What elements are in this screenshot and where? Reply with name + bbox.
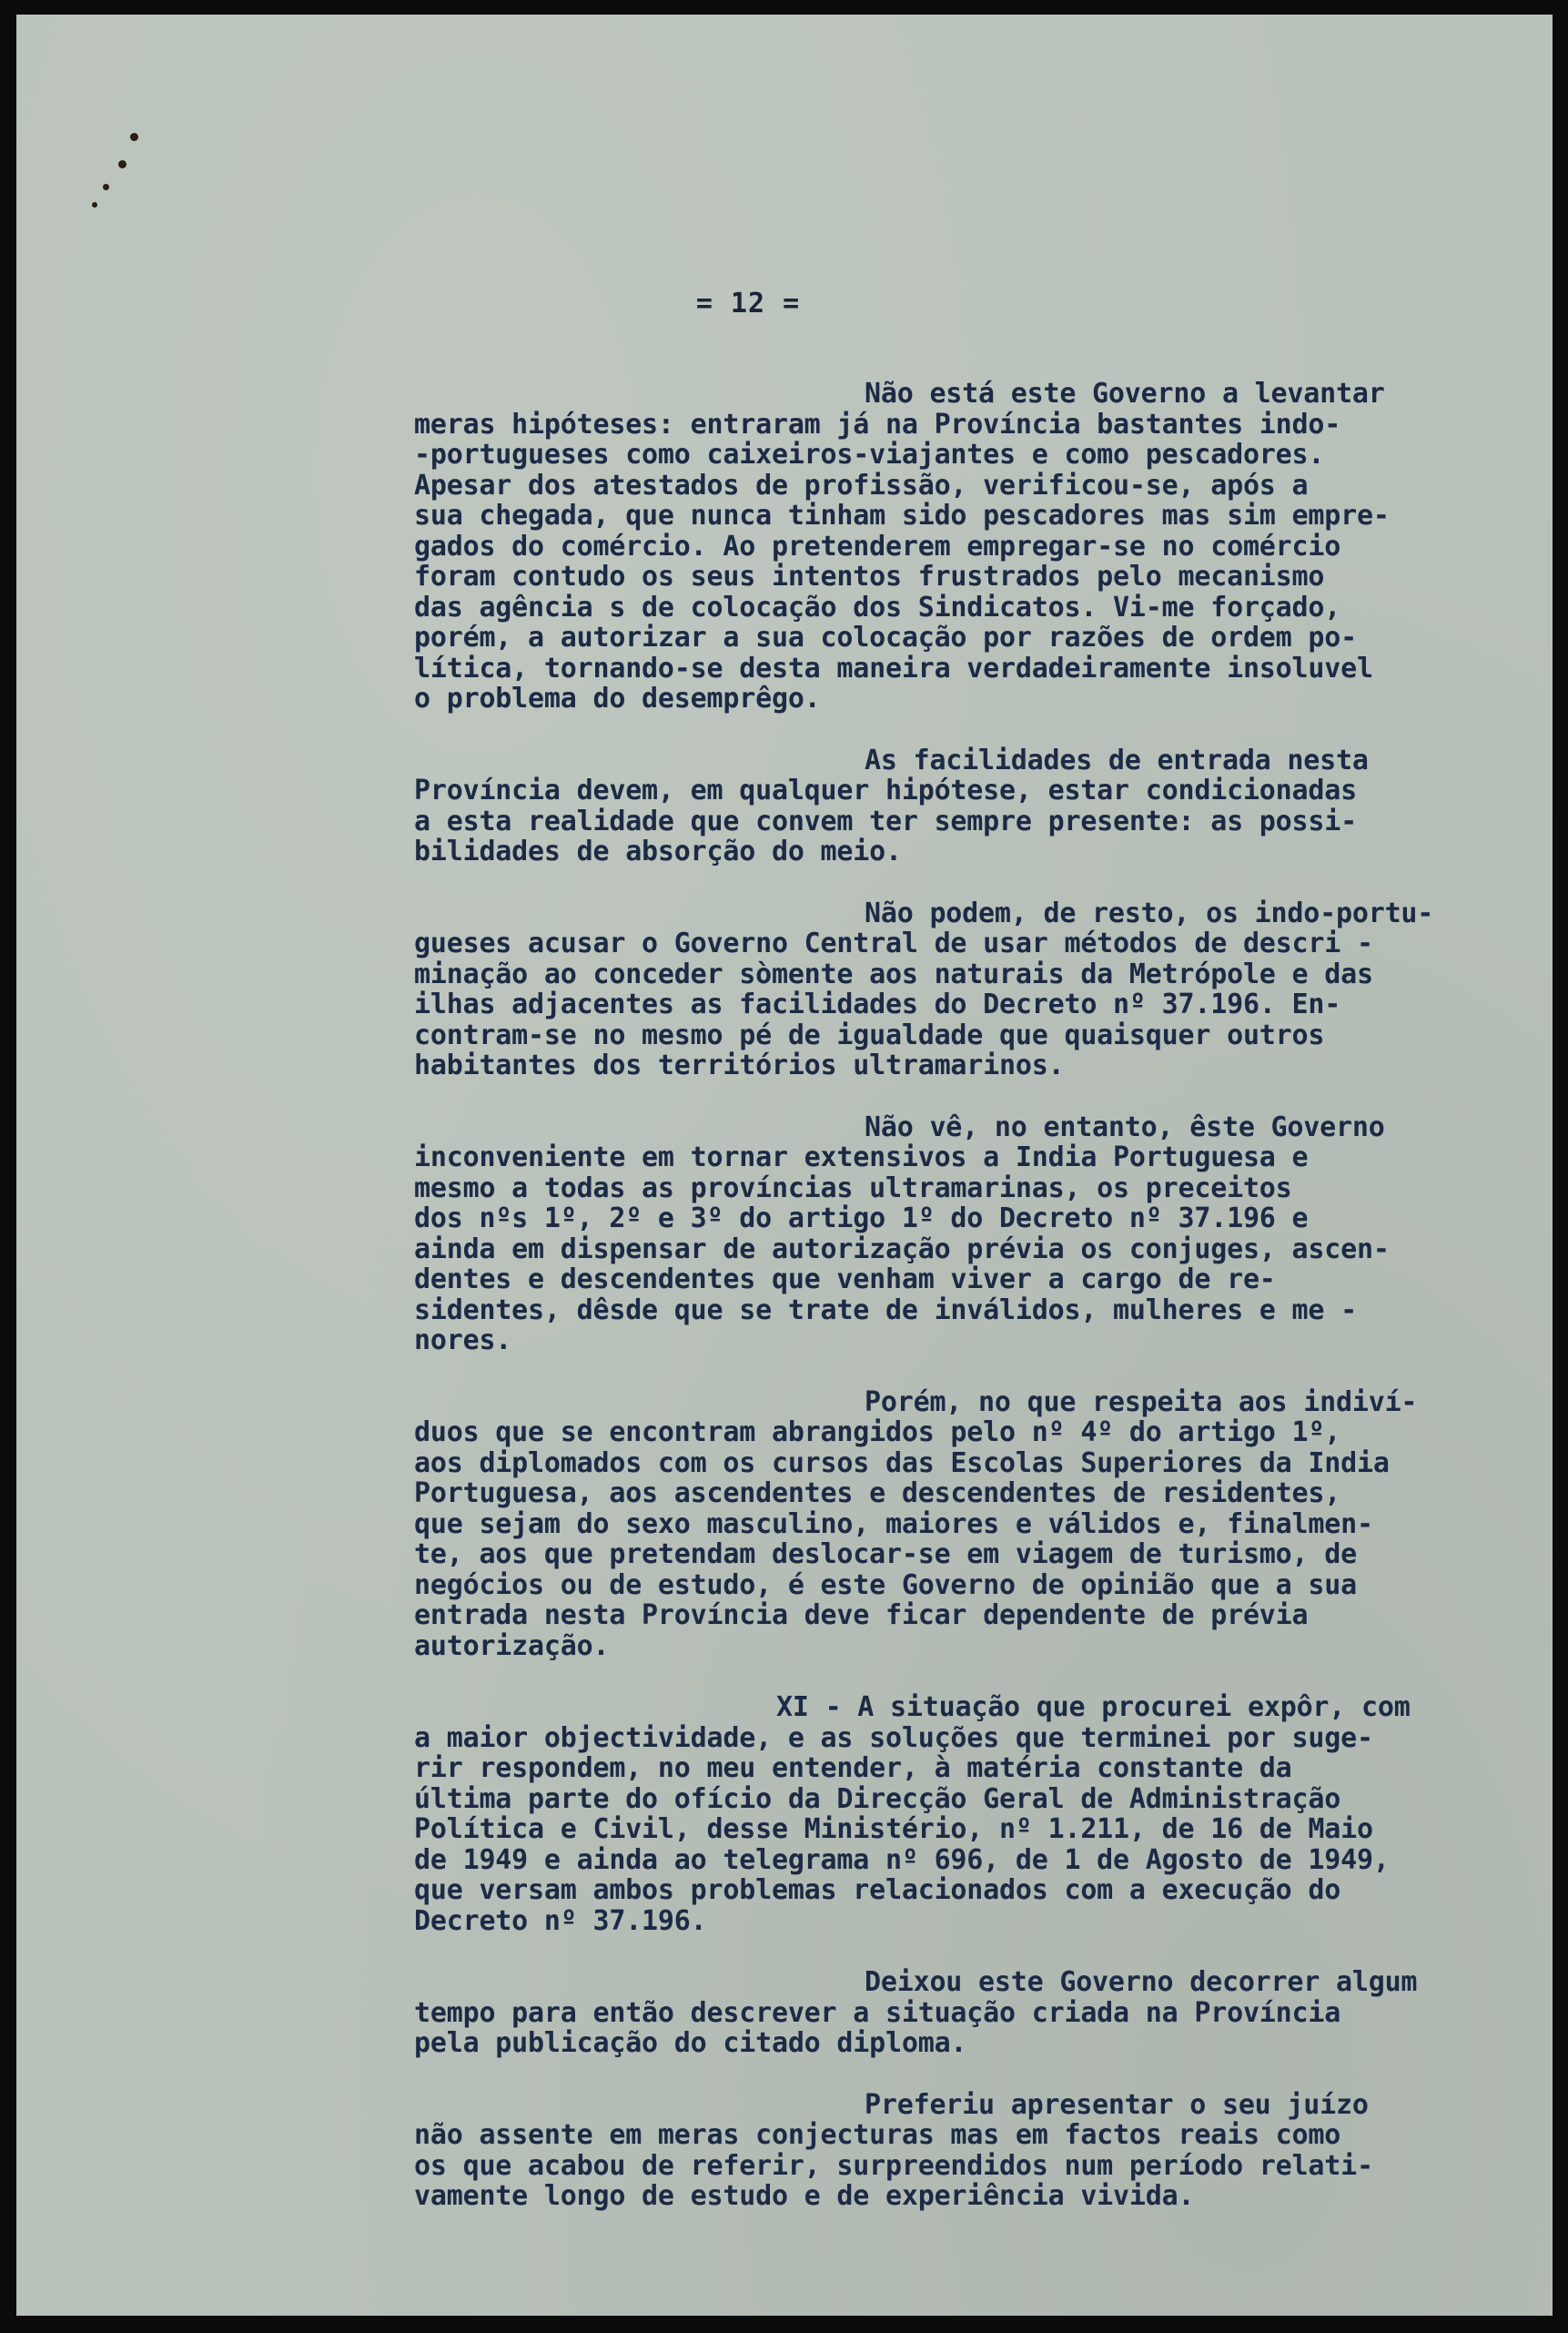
text-line: ilhas adjacentes as facilidades do Decreto nº 37.196. En-	[414, 989, 1341, 1020]
paragraph	[414, 898, 1533, 1081]
text-line: Deixou este Governo decorrer algum	[865, 1966, 1418, 1998]
paragraph	[414, 746, 1533, 867]
text-line: Política e Civil, desse Ministério, nº 1.211, de 16 de Maio	[414, 1813, 1373, 1845]
text-line: última parte do ofício da Direcção Geral de Administração	[414, 1782, 1341, 1815]
paragraph	[414, 2090, 1533, 2212]
paragraph	[414, 1967, 1533, 2059]
text-line: Não vê, no entanto, êste Governo	[865, 1111, 1385, 1143]
punch-hole-mark	[118, 160, 126, 168]
text-line: gueses acusar o Governo Central de usar métodos de descri -	[414, 928, 1373, 959]
text-line: As facilidades de entrada nesta	[865, 744, 1369, 776]
text-line: rir respondem, no meu entender, à matéria constante da	[414, 1752, 1292, 1784]
text-line: dos nºs 1º, 2º e 3º do artigo 1º do Decreto nº 37.196 e	[414, 1202, 1309, 1234]
text-line: Apesar dos atestados de profissão, verificou-se, após a	[414, 469, 1309, 502]
text-line: Portuguesa, aos ascendentes e descendentes de residentes,	[414, 1477, 1341, 1509]
text-line: de 1949 e ainda ao telegrama nº 696, de 1 de Agosto de 1949,	[414, 1843, 1390, 1876]
text-line: XI - A situação que procurei expôr, com	[776, 1691, 1411, 1723]
text-line: Preferiu apresentar o seu juízo	[865, 2088, 1369, 2121]
punch-hole-mark	[130, 133, 138, 141]
paragraph	[414, 379, 1533, 715]
text-line: Não podem, de resto, os indo-portu-	[865, 897, 1434, 929]
paragraph	[414, 1112, 1533, 1356]
text-line: porém, a autorizar a sua colocação por razões de ordem po-	[414, 622, 1357, 654]
text-line: das agência s de colocação dos Sindicatos. Vi-me forçado,	[414, 591, 1341, 624]
text-line: minação ao conceder sòmente aos naturais da Metrópole e das	[414, 958, 1373, 990]
text-line: Porém, no que respeita aos indiví-	[865, 1385, 1418, 1418]
text-line: nores.	[414, 1324, 512, 1356]
text-line: dentes e descendentes que venham viver a cargo de re-	[414, 1263, 1276, 1295]
text-line: autorização.	[414, 1629, 610, 1662]
text-line: bilidades de absorção do meio.	[414, 836, 902, 867]
text-line: -portugueses como caixeiros-viajantes e como pescadores.	[414, 439, 1325, 471]
text-line: entrada nesta Província deve ficar dependente de prévia	[414, 1599, 1309, 1631]
text-line: lítica, tornando-se desta maneira verdadeiramente insoluvel	[414, 652, 1373, 685]
text-line: mesmo a todas as províncias ultramarinas, os preceitos	[414, 1172, 1292, 1204]
text-line: não assente em meras conjecturas mas em factos reais como	[414, 2119, 1341, 2151]
text-line: inconveniente em tornar extensivos a India Portuguesa e	[414, 1141, 1309, 1173]
text-line: vamente longo de estudo e de experiência vivida.	[414, 2180, 1195, 2212]
text-line: habitantes dos territórios ultramarinos.	[414, 1050, 1065, 1081]
text-line: duos que se encontram abrangidos pelo nº 4º do artigo 1º,	[414, 1416, 1341, 1448]
text-line: a maior objectividade, e as soluções que terminei por suge-	[414, 1721, 1373, 1754]
punch-hole-mark	[103, 184, 109, 190]
text-line: aos diplomados com os cursos das Escolas Superiores da India	[414, 1446, 1390, 1479]
text-line: que versam ambos problemas relacionados com a execução do	[414, 1874, 1341, 1906]
text-line: gados do comércio. Ao pretenderem empregar-se no comércio	[414, 530, 1341, 563]
punch-hole-mark	[92, 202, 97, 208]
text-line: foram contudo os seus intentos frustrados pelo mecanismo	[414, 561, 1325, 593]
text-line: meras hipóteses: entraram já na Província bastantes indo-	[414, 408, 1341, 441]
text-line: tempo para então descrever a situação criada na Província	[414, 1996, 1341, 2029]
text-line: sidentes, dêsde que se trate de inválidos, mulheres e me -	[414, 1293, 1357, 1326]
text-line: o problema do desemprêgo.	[414, 683, 821, 715]
page-number: = 12 =	[695, 288, 801, 320]
text-line: Província devem, em qualquer hipótese, estar condicionadas	[414, 775, 1357, 806]
text-line: os que acabou de referir, surpreendidos num período relati-	[414, 2149, 1373, 2182]
text-line: que sejam do sexo masculino, maiores e válidos e, finalmen-	[414, 1507, 1373, 1540]
text-line: pela publicação do citado diploma.	[414, 2027, 967, 2059]
text-line: Decreto nº 37.196.	[414, 1904, 707, 1937]
document-body	[414, 379, 1533, 2243]
paragraph	[414, 1387, 1533, 1662]
text-line: negócios ou de estudo, é este Governo de opinião que a sua	[414, 1568, 1357, 1601]
paragraph	[414, 1692, 1533, 1936]
text-line: Não está este Governo a levantar	[865, 378, 1385, 410]
text-line: sua chegada, que nunca tinham sido pescadores mas sim empre-	[414, 500, 1390, 532]
document-page	[16, 15, 1553, 2316]
text-line: a esta realidade que convem ter sempre presente: as possi-	[414, 805, 1357, 837]
text-line: te, aos que pretendam deslocar-se em viagem de turismo, de	[414, 1538, 1357, 1570]
text-line: contram-se no mesmo pé de igualdade que quaisquer outros	[414, 1019, 1325, 1051]
text-line: ainda em dispensar de autorização prévia os conjuges, ascen-	[414, 1232, 1390, 1265]
